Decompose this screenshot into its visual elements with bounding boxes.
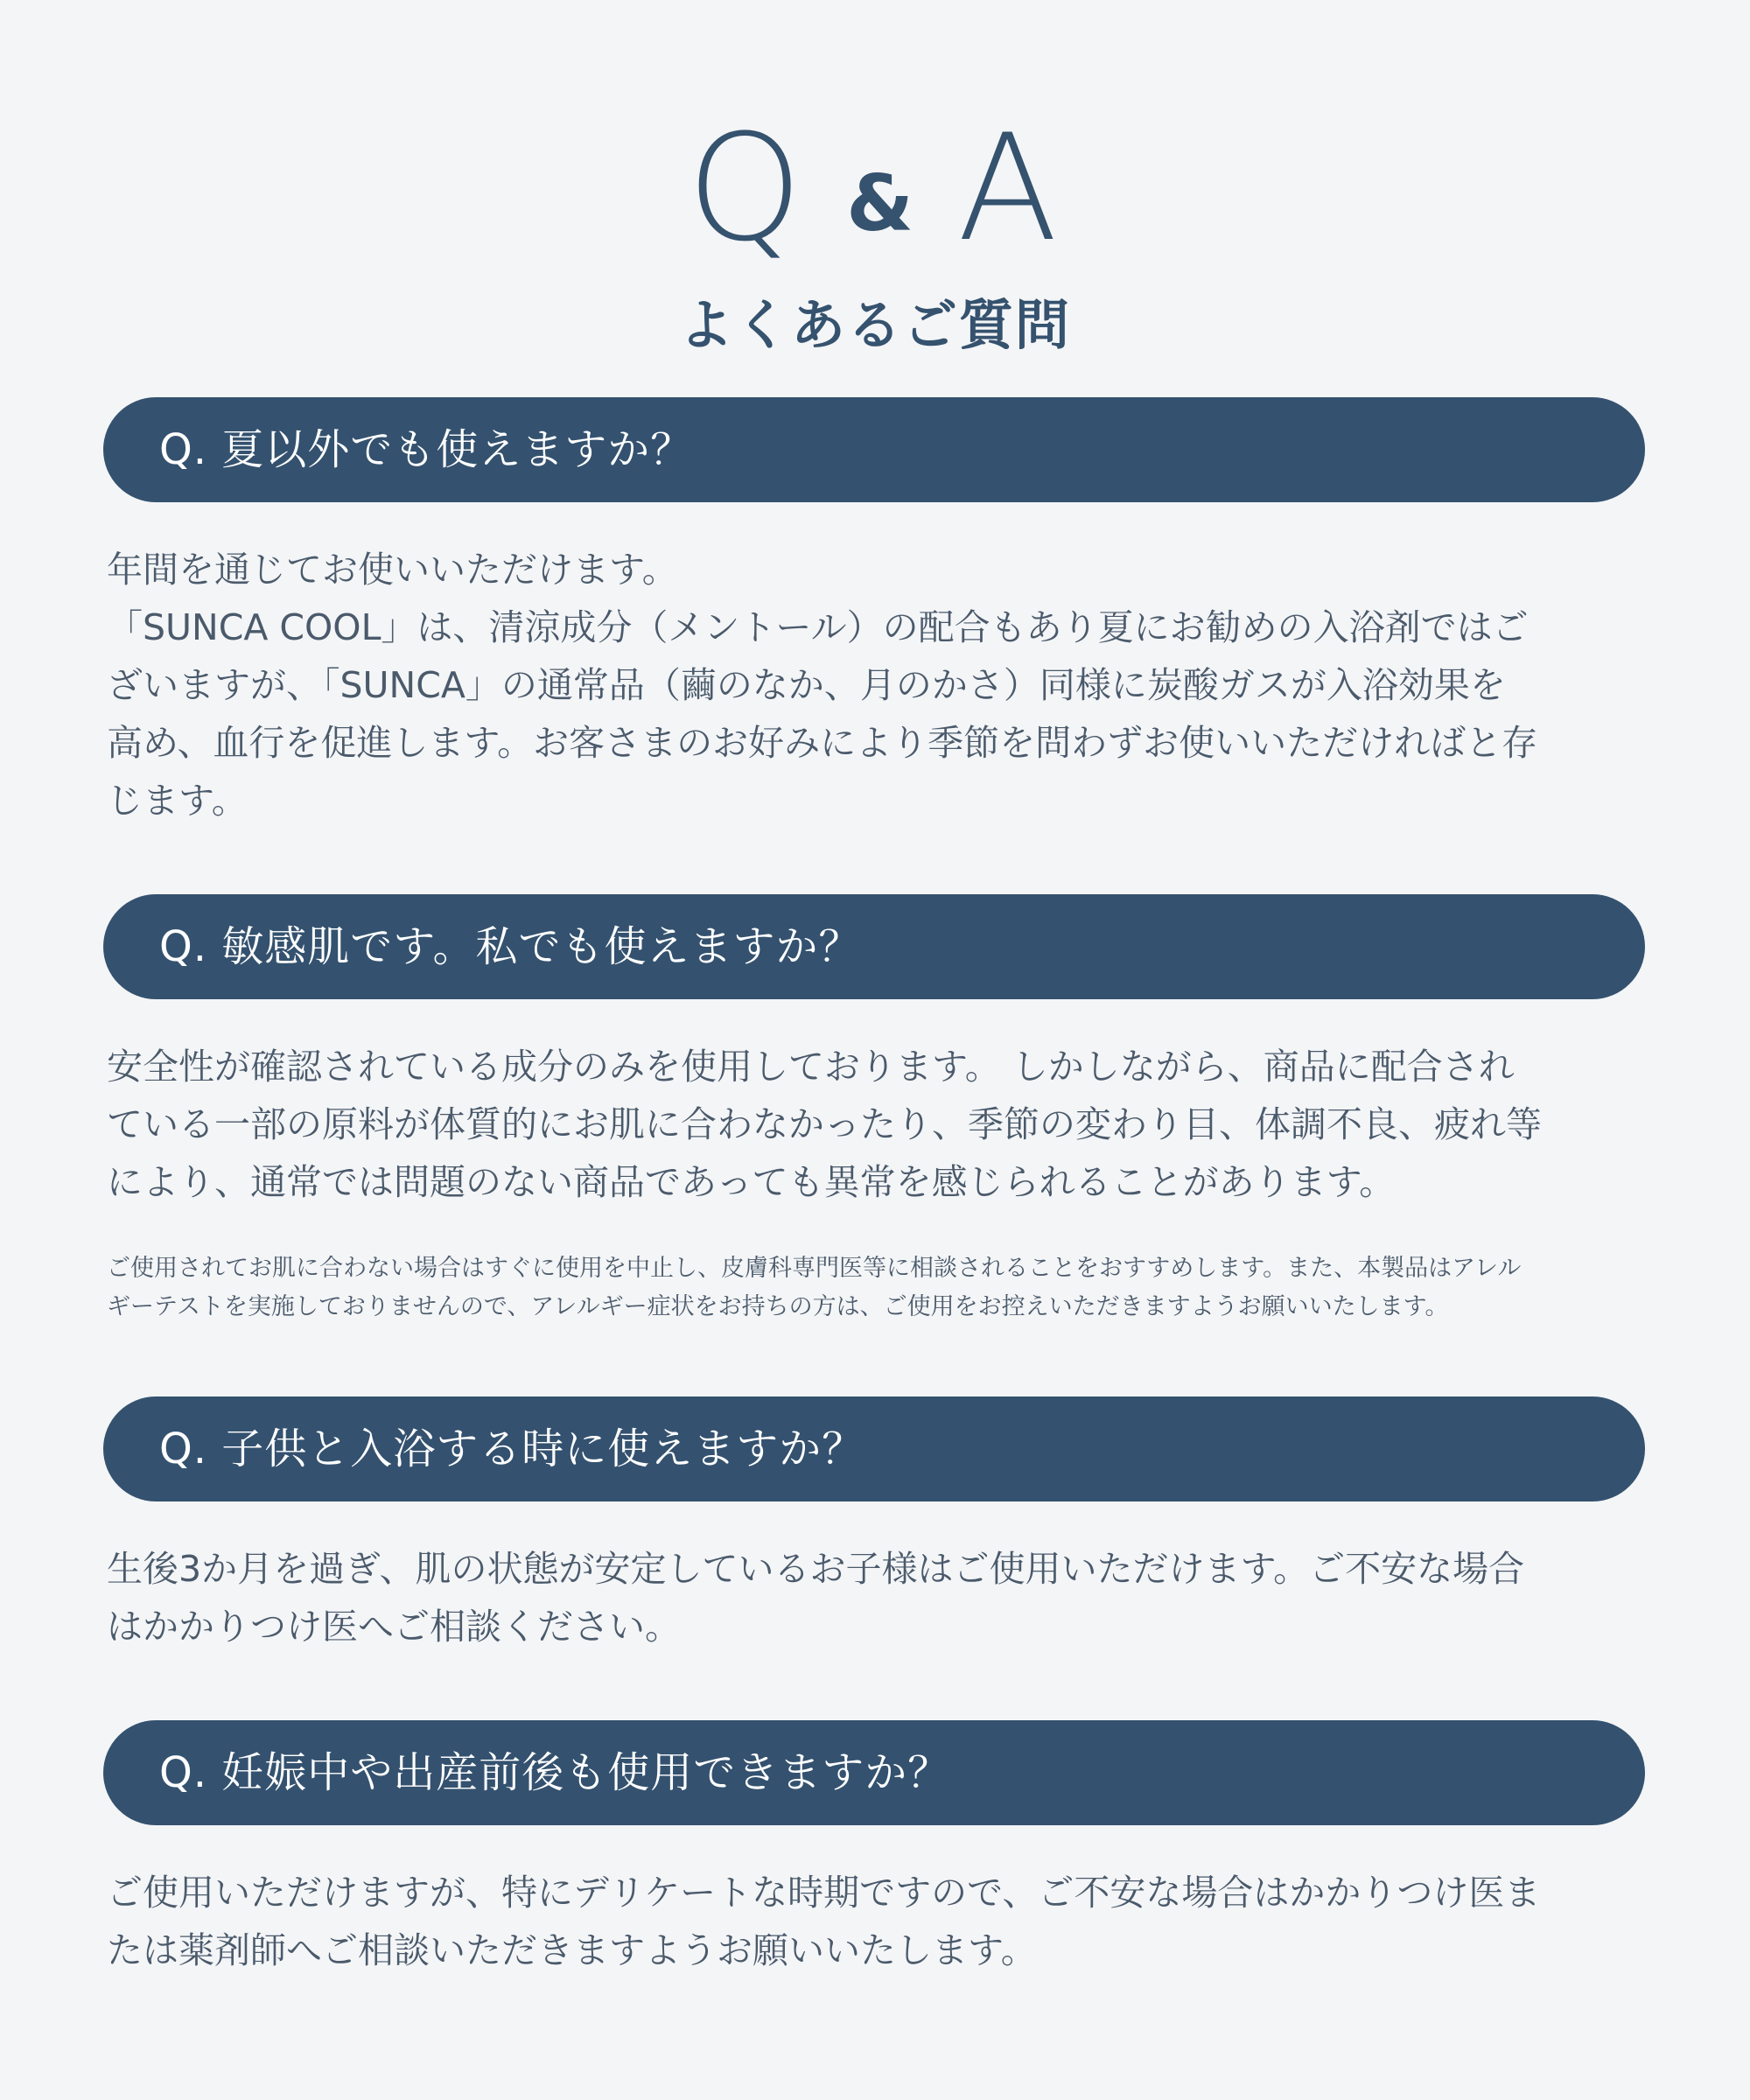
faq-note: ご使用されてお肌に合わない場合はすぐに使用を中止し、皮膚科専門医等に相談されることをおすすめします。また、本製品はアレル ギーテストを実施しておりませんので、アレルギー症状をお持ちの方は、ご使用をお控えいただきますようお願いいたします。 (107, 1255, 1522, 1320)
faq-question: Q. 子供と入浴する時に使えますか？ (103, 1396, 1645, 1502)
faq-item (103, 1396, 1645, 1656)
faq-item (103, 397, 1645, 830)
qa-heading-q: Q (687, 102, 808, 274)
faq-answer: ご使用いただけますが、特にデリケートな時期ですので、ご不安な場合はかかりつけ医ま たは薬剤師へご相談いただきますようお願いいたします。 (107, 1872, 1541, 1971)
faq-question: Q. 敏感肌です。私でも使えますか？ (103, 894, 1645, 999)
page-header (0, 102, 1750, 360)
qa-heading (0, 102, 1750, 287)
faq-answer: 生後3か月を過ぎ、肌の状態が安定しているお子様はご使用いただけます。ご不安な場合 はかかりつけ医へご相談ください。 (107, 1548, 1525, 1648)
faq-answer: 安全性が確認されている成分のみを使用しております。 しかしながら、商品に配合され ている一部の原料が体質的にお肌に合わなかったり、季節の変わり目、体調不良、疲れ等 により、通常では問題のない商品であっても異常を感じられることがあります。 (107, 1046, 1542, 1203)
page-subtitle: よくあるご質問 (678, 293, 1071, 357)
faq-item (103, 1720, 1645, 1979)
faq-question: Q. 夏以外でも使えますか？ (103, 397, 1645, 502)
faq-answer: 年間を通じてお使いいただけます。 「SUNCA COOL」は、清涼成分（メントール）の配合もあり夏にお勧めの入浴剤ではご ざいますが、「SUNCA」の通常品（繭のなか、月のかさ）同様に炭酸ガスが入浴効果を 高め、血行を促進します。お客さまのお好みにより季節を問わずお使いいただければと存 じます。 (107, 549, 1538, 822)
faq-question: Q. 妊娠中や出産前後も使用できますか？ (103, 1720, 1645, 1825)
faq-item (103, 894, 1645, 1326)
qa-heading-amp: & (846, 158, 920, 248)
qa-heading-a: A (957, 102, 1063, 274)
